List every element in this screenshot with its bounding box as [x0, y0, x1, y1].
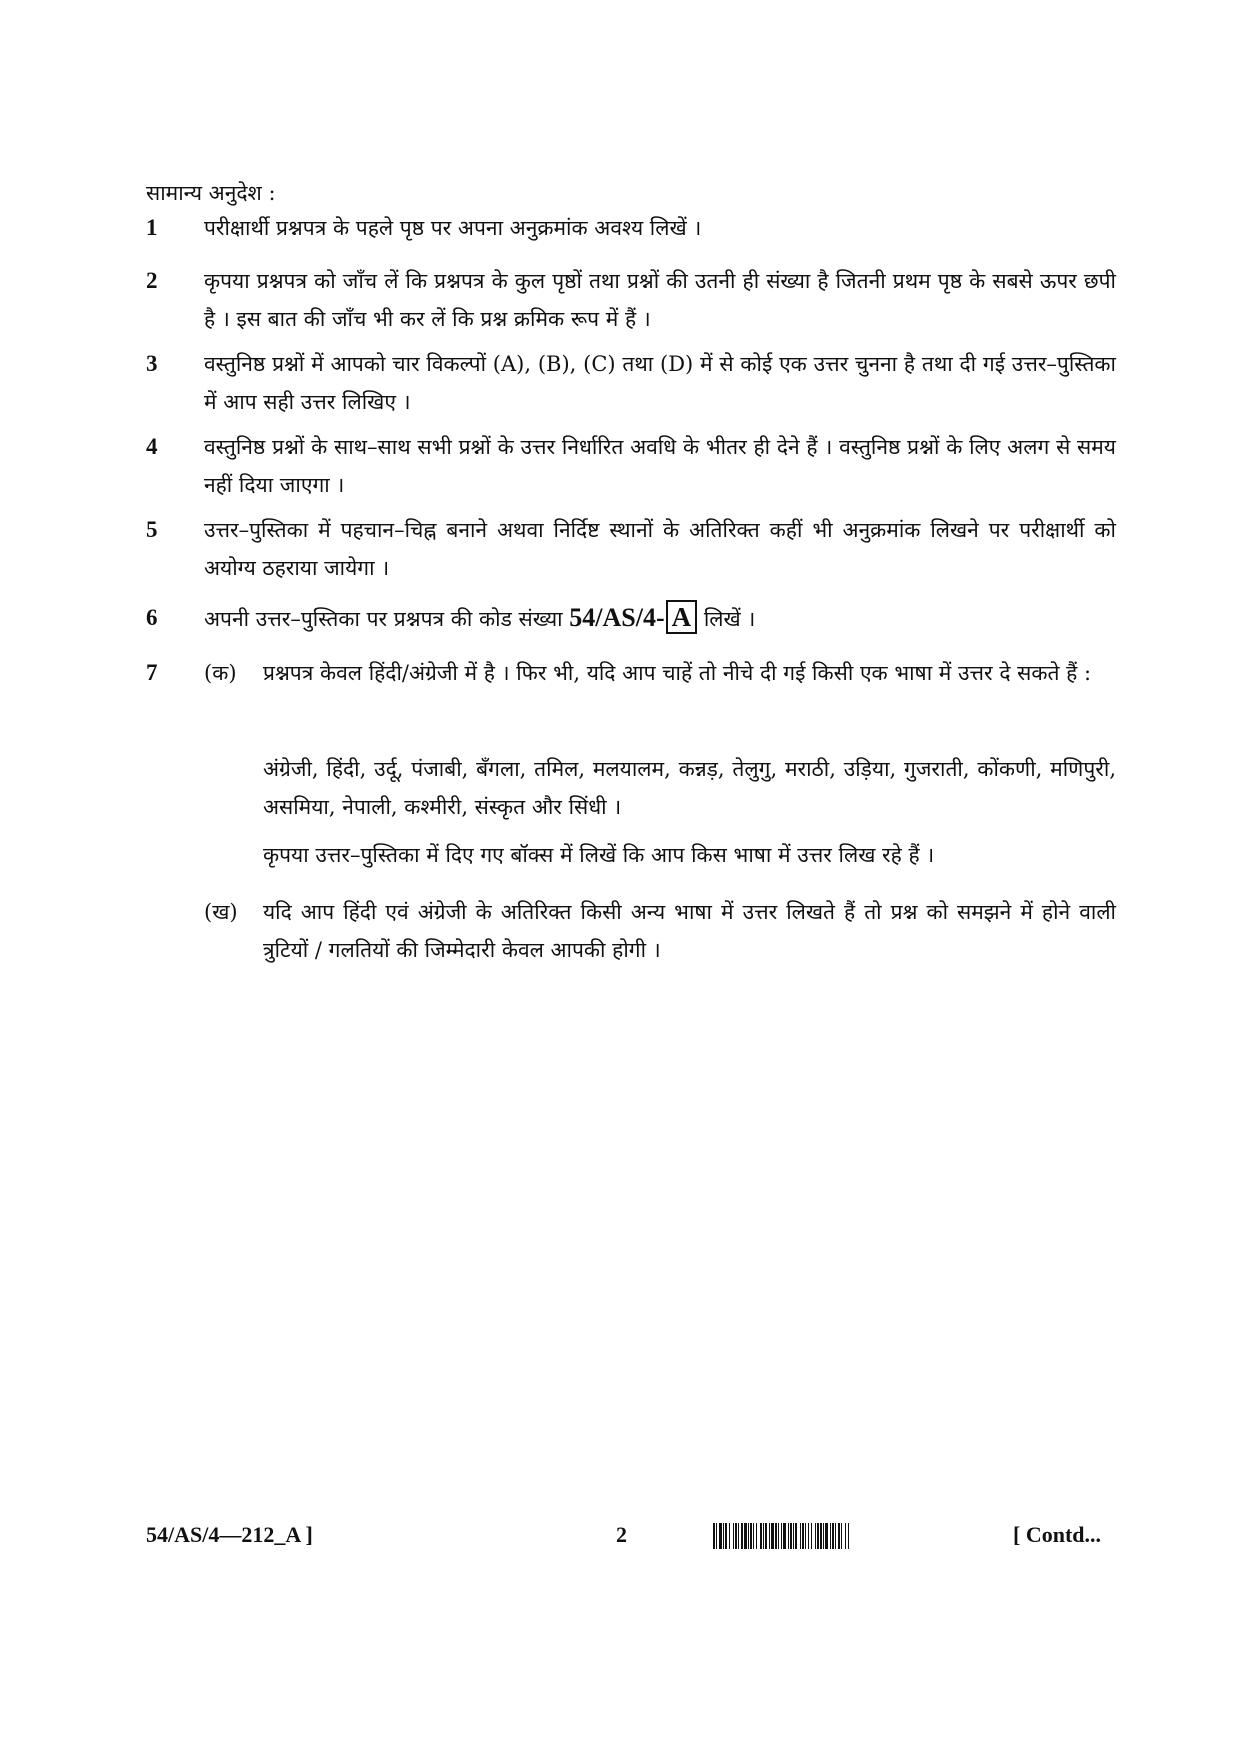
item-number: 5	[146, 517, 158, 542]
item-number: 6	[146, 605, 158, 630]
language-box-note: कृपया उत्तर–पुस्तिका में दिए गए बॉक्स में लिखें कि आप किस भाषा में उत्तर लिख रहे हैं ।	[263, 843, 935, 867]
code-instruction-before: अपनी उत्तर–पुस्तिका पर प्रश्नपत्र की कोड संख्या	[204, 607, 563, 631]
question-paper-code: 54/AS/4-	[569, 603, 665, 632]
page-number: 2	[616, 1522, 627, 1547]
paper-set-box: A	[666, 600, 698, 634]
item-text	[204, 597, 1116, 640]
item-number: 1	[146, 215, 158, 240]
sub-item-label-kha: (ख)	[204, 900, 238, 924]
item-text: वस्तुनिष्ठ प्रश्नों में आपको चार विकल्पों (A), (B), (C) तथा (D) में से कोई एक उत्तर चुनना है तथा दी गई उत्तर–पुस्तिका में आप सही उत्तर लिखिए ।	[204, 352, 1116, 414]
barcode-icon	[713, 1523, 968, 1549]
continued-label: [ Contd...	[1013, 1522, 1102, 1547]
general-instructions-heading: सामान्य अनुदेश :	[146, 181, 276, 205]
item-text: उत्तर–पुस्तिका में पहचान–चिह्न बनाने अथवा निर्दिष्ट स्थानों के अतिरिक्त कहीं भी अनुक्रमांक लिखने पर परीक्षार्थी को अयोग्य ठहराया जायेगा ।	[204, 518, 1116, 580]
item-number: 2	[146, 268, 158, 293]
item-number: 7	[146, 660, 158, 685]
item-text: कृपया प्रश्नपत्र को जाँच लें कि प्रश्नपत्र के कुल पृष्ठों तथा प्रश्नों की उतनी ही संख्या है जितनी प्रथम पृष्ठ के सबसे ऊपर छपी है । इस बात की जाँच भी कर लें कि प्रश्न क्रमिक रूप में हैं ।	[204, 269, 1116, 331]
language-list: अंग्रेजी, हिंदी, उर्दू, पंजाबी, बँगला, तमिल, मलयालम, कन्नड़, तेलुगु, मराठी, उड़िया, गुजराती, कोंकणी, मणिपुरी, असमिया, नेपाली, कश्मीरी, संस्कृत और सिंधी ।	[263, 757, 1116, 819]
item-number: 4	[146, 434, 158, 459]
footer-paper-code: 54/AS/4—212_A ]	[146, 1522, 313, 1547]
sub-item-label-ka: (क)	[204, 661, 237, 685]
item-number: 3	[146, 351, 158, 376]
code-instruction-after: लिखें ।	[703, 607, 756, 631]
sub-item-text-ka: प्रश्नपत्र केवल हिंदी/अंग्रेजी में है । फिर भी, यदि आप चाहें तो नीचे दी गई किसी एक भाषा में उत्तर दे सकते हैं :	[263, 661, 1092, 685]
item-text: परीक्षार्थी प्रश्नपत्र के पहले पृष्ठ पर अपना अनुक्रमांक अवश्य लिखें ।	[204, 216, 702, 240]
sub-item-text-kha: यदि आप हिंदी एवं अंग्रेजी के अतिरिक्त किसी अन्य भाषा में उत्तर लिखते हैं तो प्रश्न को समझने में होने वाली त्रुटियों / गलतियों की जिम्मेदारी केवल आपकी होगी ।	[263, 900, 1116, 962]
item-text: वस्तुनिष्ठ प्रश्नों के साथ–साथ सभी प्रश्नों के उत्तर निर्धारित अवधि के भीतर ही देने हैं । वस्तुनिष्ठ प्रश्नों के लिए अलग से समय नहीं दिया जाएगा ।	[204, 435, 1116, 497]
